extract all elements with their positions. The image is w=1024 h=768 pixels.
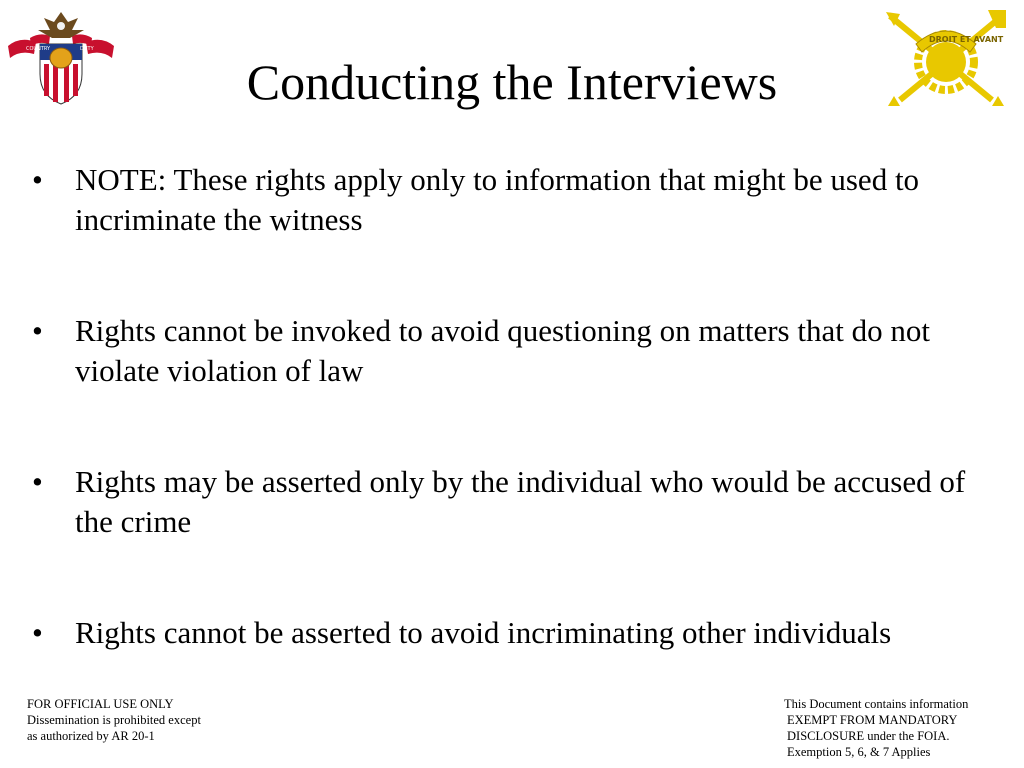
bullet-item (30, 462, 990, 542)
footer-line: as authorized by AR 20-1 (27, 729, 155, 743)
footer-classification (27, 696, 201, 744)
bullet-list (30, 160, 990, 653)
footer-foia-notice (784, 696, 968, 760)
footer-line: Dissemination is prohibited except (27, 713, 201, 727)
crest-motto-left: COUNTRY (26, 46, 51, 52)
footer-line: EXEMPT FROM MANDATORY (787, 713, 958, 727)
bullet-icon: • (32, 162, 43, 197)
bullet-item (30, 613, 990, 653)
bullet-item (30, 311, 990, 391)
insignia-motto: DROIT ET AVANT (929, 35, 1004, 44)
bullet-icon: • (32, 313, 43, 348)
footer-line: DISCLOSURE under the FOIA. (787, 729, 950, 743)
crest-motto-right: DUTY (80, 46, 94, 52)
footer-line: Exemption 5, 6, & 7 Applies (787, 745, 931, 759)
bullet-icon: • (32, 615, 43, 650)
bullet-icon: • (32, 464, 43, 499)
bullet-text: NOTE: These rights apply only to information that might be used to incriminate the witness (75, 162, 920, 237)
bullet-text: Rights may be asserted only by the individual who would be accused of the crime (75, 464, 966, 539)
footer-line: FOR OFFICIAL USE ONLY (27, 697, 174, 711)
bullet-text: Rights cannot be asserted to avoid incriminating other individuals (75, 615, 892, 650)
footer-line: This Document contains information (784, 697, 969, 711)
bullet-item (30, 160, 990, 240)
slide-title: Conducting the Interviews (246, 54, 778, 110)
bullet-text: Rights cannot be invoked to avoid questioning on matters that do not violate violation of law (75, 313, 930, 388)
